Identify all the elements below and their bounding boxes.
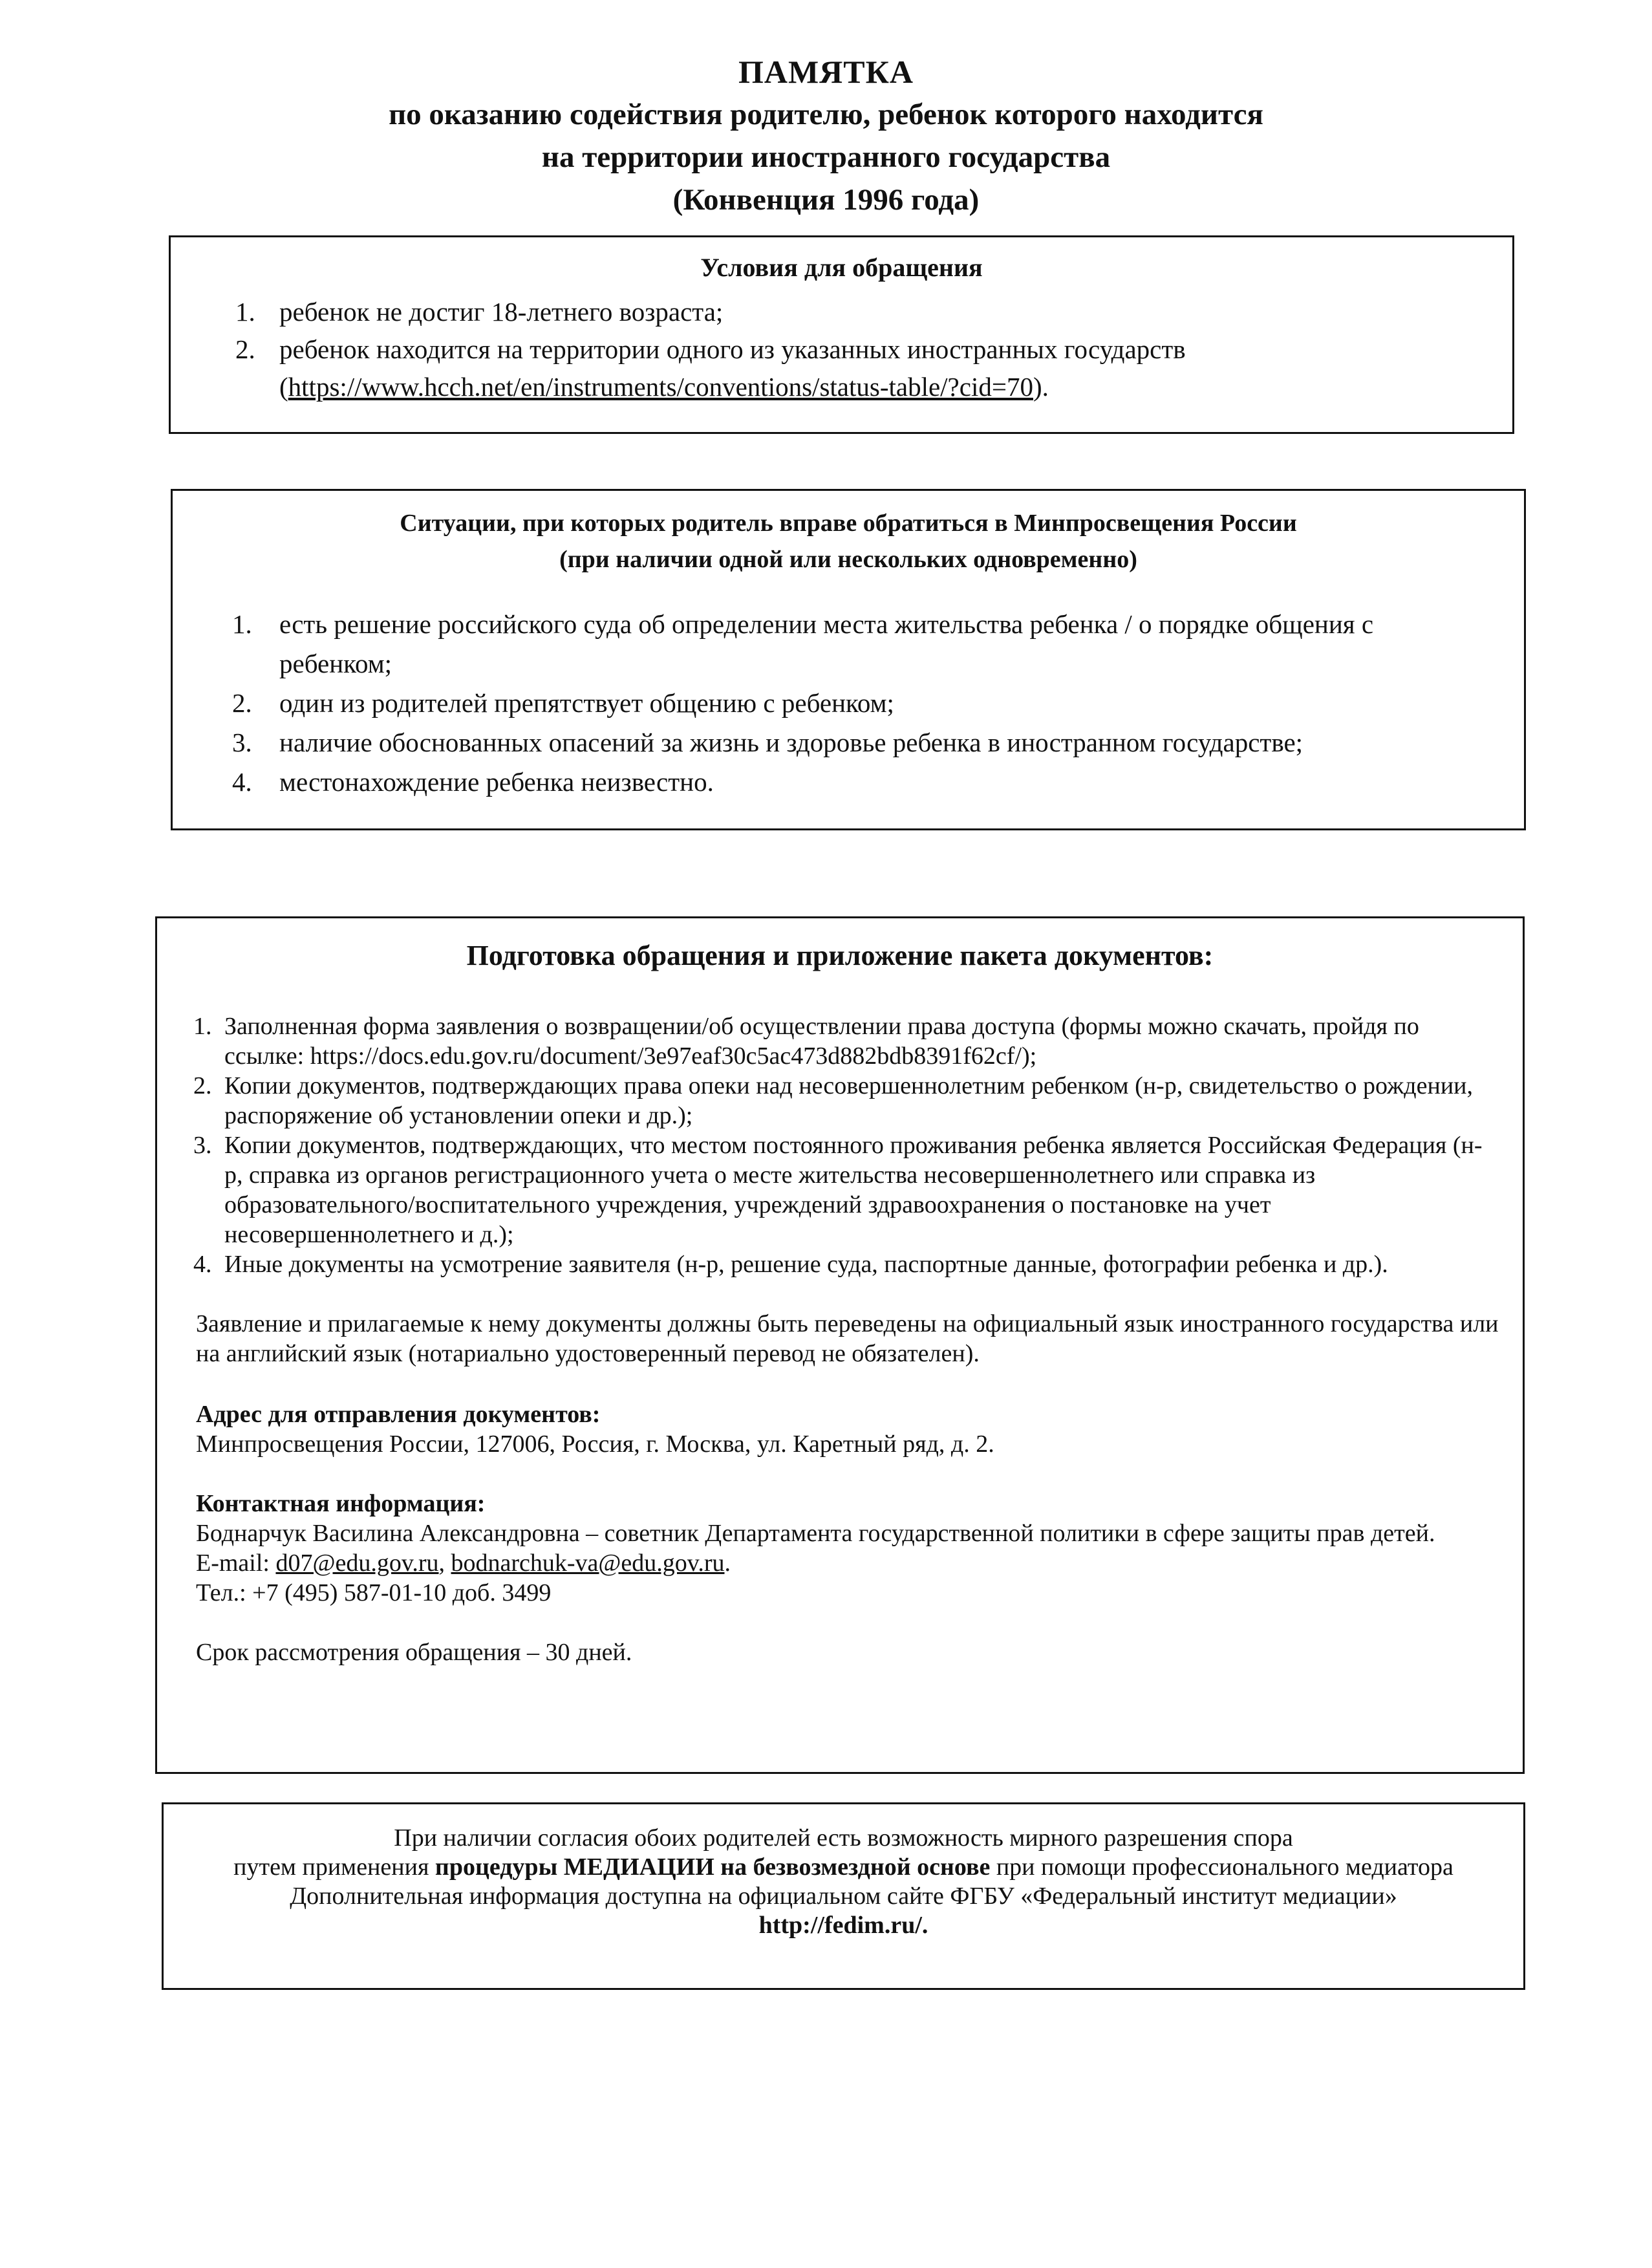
list-number: 4. xyxy=(232,767,252,797)
list-number: 1. xyxy=(232,609,252,639)
list-number: 3. xyxy=(232,728,252,757)
list-item-text: Копии документов, подтверждающих права опеки над несовершеннолетним ребенком (н-р, свидетельство о рождении, распоряжение об установлении опеки и др.); xyxy=(224,1072,1474,1129)
list-item xyxy=(193,1130,1497,1249)
email-label: E-mail: xyxy=(196,1550,276,1577)
list-item xyxy=(193,1071,1497,1130)
list-item-text: один из родителей препятствует общению с ребенком; xyxy=(279,688,894,718)
conditions-list xyxy=(235,293,1512,405)
list-item xyxy=(193,1249,1497,1279)
list-item-text: местонахождение ребенка неизвестно. xyxy=(279,767,714,797)
list-item xyxy=(235,293,1512,330)
list-item xyxy=(232,684,1472,723)
conditions-box xyxy=(169,235,1514,434)
list-item-text: Заполненная форма заявления о возвращении/об осуществлении права доступа (формы можно скачать, пройдя по ссылке: https://docs.edu.gov.ru/document/3e97eaf30c5ac473d882bdb8391f62cf/); xyxy=(224,1013,1419,1070)
address-label: Адрес для отправления документов: xyxy=(196,1401,601,1428)
documents-list xyxy=(193,1011,1497,1279)
document-subtitle-line-1: по оказанию содействия родителю, ребенок которого находится xyxy=(389,98,1263,131)
mediation-line-2-pre: путем применения xyxy=(233,1853,435,1881)
email-link-d07[interactable]: d07@edu.gov.ru xyxy=(275,1550,439,1577)
contact-email xyxy=(196,1548,1503,1578)
list-item-text: ребенок не достиг 18-летнего возраста; xyxy=(279,297,724,327)
situations-list xyxy=(232,605,1472,802)
situations-heading-line-2: (при наличии одной или нескольких одновременно) xyxy=(559,546,1137,573)
fedim-url[interactable]: http://fedim.ru/. xyxy=(758,1912,928,1939)
mediation-emphasis: процедуры МЕДИАЦИИ на безвозмездной основе xyxy=(434,1853,991,1881)
list-item-text: ребенок находится на территории одного из указанных иностранных государств xyxy=(279,334,1186,364)
list-item xyxy=(232,762,1472,802)
contact-phone: Тел.: +7 (495) 587-01-10 доб. 3499 xyxy=(196,1579,552,1606)
address-value: Минпросвещения России, 127006, Россия, г. Москва, ул. Каретный ряд, д. 2. xyxy=(196,1431,994,1458)
conditions-heading: Условия для обращения xyxy=(700,253,983,282)
contact-info xyxy=(196,1489,1503,1608)
paren-open: ( xyxy=(279,372,288,402)
situations-box xyxy=(171,489,1526,830)
paren-close: ). xyxy=(1033,372,1049,402)
mailing-address xyxy=(196,1399,1503,1459)
list-item-text: Копии документов, подтверждающих, что местом постоянного проживания ребенка является Российская Федерация (н-р, справка из органов регистрационного учета о месте жительства несовершеннолетнего или справка из образовательного/воспитательного учреждения, учреждений здравоохранения о постановке на учет несовершеннолетнего и д.); xyxy=(224,1132,1483,1248)
list-item-text: есть решение российского суда об определении места жительства ребенка / о порядке общения с ребенком; xyxy=(279,609,1374,678)
document-subtitle-line-3: (Конвенция 1996 года) xyxy=(672,183,980,217)
document-title-block xyxy=(0,50,1652,221)
contact-person: Боднарчук Василина Александровна – советник Департамента государственной политики в сфере защиты прав детей. xyxy=(196,1520,1435,1547)
document-title: ПАМЯТКА xyxy=(738,54,914,90)
list-item xyxy=(232,723,1472,762)
situations-heading xyxy=(173,505,1524,578)
list-number: 1. xyxy=(193,1013,212,1040)
mediation-line-2-post: при помощи профессионального медиатора xyxy=(990,1853,1454,1881)
email-separator: , xyxy=(438,1550,451,1577)
list-item-text: Иные документы на усмотрение заявителя (н-р, решение суда, паспортные данные, фотографии ребенка и др.). xyxy=(224,1251,1388,1278)
mediation-text xyxy=(164,1824,1523,1940)
document-subtitle-line-2: на территории иностранного государства xyxy=(541,140,1111,174)
list-item-text: наличие обоснованных опасений за жизнь и здоровье ребенка в иностранном государстве; xyxy=(279,728,1303,757)
list-item xyxy=(232,605,1472,684)
list-number: 1. xyxy=(235,297,255,327)
list-number: 2. xyxy=(235,334,255,364)
contact-label: Контактная информация: xyxy=(196,1490,486,1517)
email-end: . xyxy=(724,1550,731,1577)
mediation-line-3: Дополнительная информация доступна на официальном сайте ФГБУ «Федеральный институт медиации» xyxy=(290,1883,1397,1910)
list-number: 2. xyxy=(193,1072,212,1099)
situations-heading-line-1: Ситуации, при которых родитель вправе обратиться в Минпросвещения России xyxy=(400,510,1297,537)
list-item xyxy=(235,330,1512,405)
email-link-bodnarchuk[interactable]: bodnarchuk-va@edu.gov.ru xyxy=(451,1550,725,1577)
preparation-heading: Подготовка обращения и приложение пакета документов: xyxy=(466,940,1214,971)
list-number: 2. xyxy=(232,688,252,718)
mediation-line-2 xyxy=(177,1853,1510,1882)
hcch-status-table-link[interactable]: https://www.hcch.net/en/instruments/conventions/status-table/?cid=70 xyxy=(288,372,1033,402)
mediation-box xyxy=(162,1802,1525,1990)
mediation-line-1: При наличии согласия обоих родителей есть возможность мирного разрешения спора xyxy=(394,1824,1293,1852)
list-item xyxy=(193,1011,1497,1071)
list-number: 3. xyxy=(193,1132,212,1159)
review-term: Срок рассмотрения обращения – 30 дней. xyxy=(196,1639,632,1666)
list-number: 4. xyxy=(193,1251,212,1278)
translation-note: Заявление и прилагаемые к нему документы должны быть переведены на официальный язык иностранного государства или на английский язык (нотариально удостоверенный перевод не обязателен). xyxy=(196,1310,1499,1367)
preparation-box xyxy=(155,916,1525,1774)
